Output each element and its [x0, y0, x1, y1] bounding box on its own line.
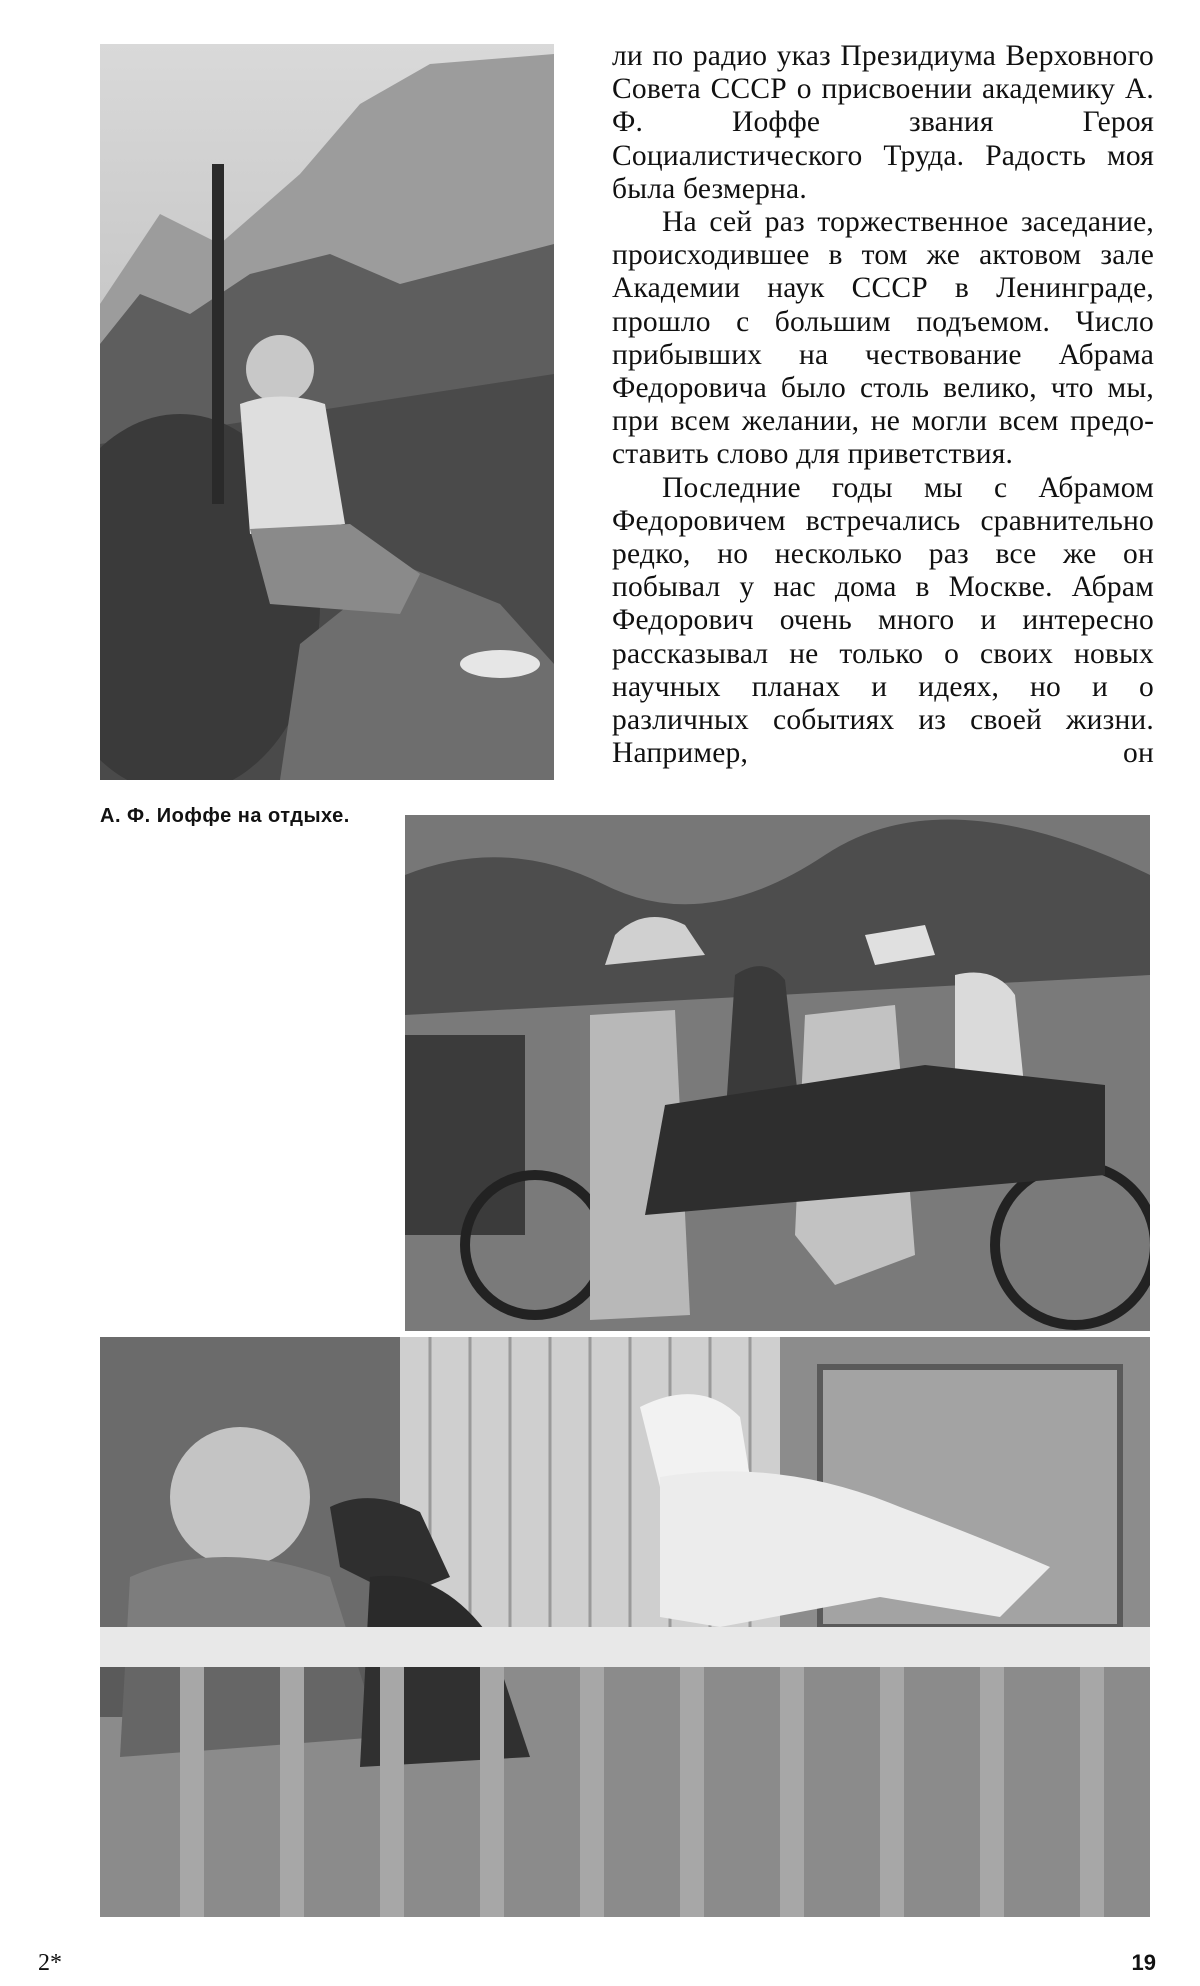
article-paragraph-2: На сей раз торжественное заседание, происходившее в том же актовом зале Академии наук СССР в Ленинграде, прошло с большим подъемом. Число прибывших на чествование Абрама Федоровича было столь велико, что мы, при всем желании, не могли всем предоставить слово для приветствия. [612, 206, 1154, 471]
article-paragraph-3: Последние годы мы с Абрамом Федоровичем встречались сравнительно редко, но несколько раз все же он побывал у нас дома в Москве. Абрам Федорович очень много и интересно рассказывал не только о своих новых научных планах и идеях, но и о различных событиях из своей жизни. Например, он [612, 471, 1154, 770]
page-number: 19 [1131, 1950, 1156, 1975]
article-paragraph-1: ли по радио указ Президиума Верховного Совета СССР о присвоении академику А. Ф. Иоффе звания Героя Социалистического Труда. Радость моя была безмерна. [612, 40, 1154, 205]
photo-caption: А. Ф. Иоффе на отдыхе. [100, 805, 350, 827]
photo-ioffe-bear-cat [100, 1337, 1150, 1917]
signature-mark: 2* [38, 1950, 62, 1976]
article-text-column [612, 40, 1154, 770]
photo-group-cart [405, 815, 1150, 1331]
photo-ioffe-mountains [100, 44, 554, 780]
